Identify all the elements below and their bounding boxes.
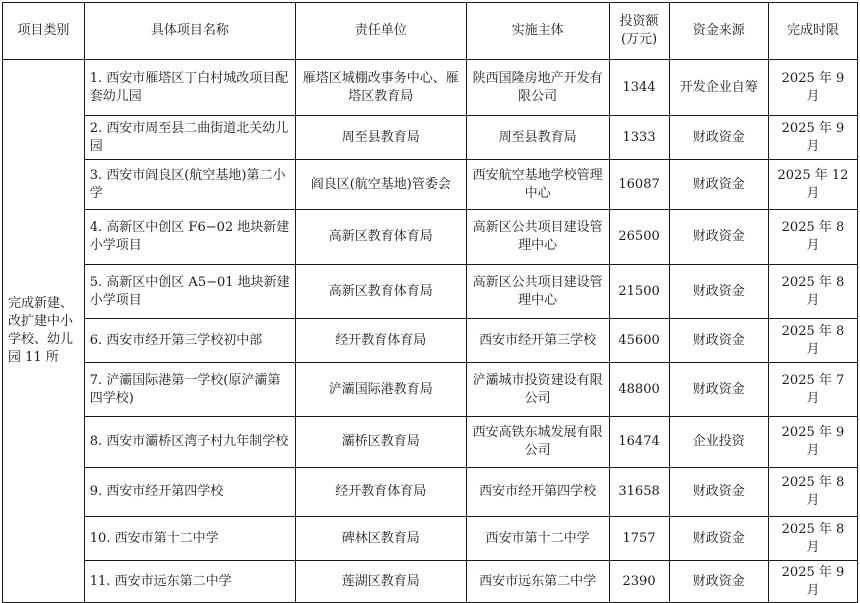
deadline-cell: 2025 年 8 月 — [768, 319, 857, 363]
funding-source-cell: 财政资金 — [669, 561, 768, 603]
table-row — [3, 417, 858, 468]
table-row — [3, 363, 858, 417]
deadline-cell: 2025 年 8 月 — [768, 468, 857, 517]
investment-cell: 2390 — [609, 561, 669, 603]
table-body — [3, 60, 858, 603]
responsible-unit-cell: 高新区教育体育局 — [295, 210, 466, 265]
investment-cell: 1757 — [609, 517, 669, 561]
responsible-unit-cell: 灞桥区教育局 — [295, 417, 466, 468]
responsible-unit-cell: 经开教育体育局 — [295, 319, 466, 363]
header-project-name: 具体项目名称 — [84, 3, 295, 60]
investment-cell: 16087 — [609, 160, 669, 210]
implementing-entity-cell: 高新区公共项目建设管理中心 — [466, 265, 609, 319]
investment-cell: 48800 — [609, 363, 669, 417]
project-name-cell: 2. 西安市周至县二曲街道北关幼儿园 — [84, 116, 295, 160]
header-investment-line2: (万元) — [620, 32, 658, 47]
project-name-cell: 6. 西安市经开第三学校初中部 — [84, 319, 295, 363]
project-name-cell: 7. 浐灞国际港第一学校(原浐灞第四学校) — [84, 363, 295, 417]
funding-source-cell: 财政资金 — [669, 319, 768, 363]
implementing-entity-cell: 周至县教育局 — [466, 116, 609, 160]
table-row — [3, 210, 858, 265]
project-name-cell: 10. 西安市第十二中学 — [84, 517, 295, 561]
funding-source-cell: 财政资金 — [669, 517, 768, 561]
responsible-unit-cell: 雁塔区城棚改事务中心、雁塔区教育局 — [295, 60, 466, 116]
investment-cell: 31658 — [609, 468, 669, 517]
responsible-unit-cell: 经开教育体育局 — [295, 468, 466, 517]
investment-cell: 16474 — [609, 417, 669, 468]
deadline-cell: 2025 年 9 月 — [768, 417, 857, 468]
deadline-cell: 2025 年 7 月 — [768, 363, 857, 417]
table-row — [3, 561, 858, 603]
funding-source-cell: 企业投资 — [669, 417, 768, 468]
funding-source-cell: 财政资金 — [669, 363, 768, 417]
funding-source-cell: 财政资金 — [669, 210, 768, 265]
project-name-cell: 4. 高新区中创区 F6−02 地块新建小学项目 — [84, 210, 295, 265]
header-row — [3, 3, 858, 60]
deadline-cell: 2025 年 9 月 — [768, 561, 857, 603]
implementing-entity-cell: 陕西国隆房地产开发有限公司 — [466, 60, 609, 116]
header-responsible-unit: 责任单位 — [295, 3, 466, 60]
implementing-entity-cell: 西安市经开第三学校 — [466, 319, 609, 363]
project-name-cell: 11. 西安市远东第二中学 — [84, 561, 295, 603]
deadline-cell: 2025 年 8 月 — [768, 210, 857, 265]
deadline-cell: 2025 年 9 月 — [768, 116, 857, 160]
funding-source-cell: 财政资金 — [669, 160, 768, 210]
implementing-entity-cell: 西安市第十二中学 — [466, 517, 609, 561]
implementing-entity-cell: 浐灞城市投资建设有限公司 — [466, 363, 609, 417]
header-funding-source: 资金来源 — [669, 3, 768, 60]
deadline-cell: 2025 年 9 月 — [768, 60, 857, 116]
table-row — [3, 517, 858, 561]
implementing-entity-cell: 高新区公共项目建设管理中心 — [466, 210, 609, 265]
table-row — [3, 160, 858, 210]
table-row — [3, 116, 858, 160]
header-investment-line1: 投资额 — [619, 14, 659, 29]
investment-cell: 26500 — [609, 210, 669, 265]
table-row — [3, 319, 858, 363]
investment-cell: 21500 — [609, 265, 669, 319]
responsible-unit-cell: 阎良区(航空基地)管委会 — [295, 160, 466, 210]
project-name-cell: 3. 西安市阎良区(航空基地)第二小学 — [84, 160, 295, 210]
header-deadline: 完成时限 — [768, 3, 857, 60]
table-row — [3, 60, 858, 116]
funding-source-cell: 开发企业自筹 — [669, 60, 768, 116]
funding-source-cell: 财政资金 — [669, 265, 768, 319]
header-implementing-entity: 实施主体 — [466, 3, 609, 60]
responsible-unit-cell: 周至县教育局 — [295, 116, 466, 160]
responsible-unit-cell: 莲湖区教育局 — [295, 561, 466, 603]
investment-cell: 1333 — [609, 116, 669, 160]
funding-source-cell: 财政资金 — [669, 116, 768, 160]
header-investment — [609, 3, 669, 60]
table-row — [3, 265, 858, 319]
investment-cell: 1344 — [609, 60, 669, 116]
implementing-entity-cell: 西安市远东第二中学 — [466, 561, 609, 603]
header-category: 项目类别 — [3, 3, 85, 60]
deadline-cell: 2025 年 8 月 — [768, 517, 857, 561]
implementing-entity-cell: 西安市经开第四学校 — [466, 468, 609, 517]
project-name-cell: 9. 西安市经开第四学校 — [84, 468, 295, 517]
projects-table — [2, 2, 858, 603]
project-name-cell: 1. 西安市雁塔区丁白村城改项目配套幼儿园 — [84, 60, 295, 116]
project-name-cell: 5. 高新区中创区 A5−01 地块新建小学项目 — [84, 265, 295, 319]
deadline-cell: 2025 年 8 月 — [768, 265, 857, 319]
responsible-unit-cell: 高新区教育体育局 — [295, 265, 466, 319]
project-name-cell: 8. 西安市灞桥区湾子村九年制学校 — [84, 417, 295, 468]
responsible-unit-cell: 浐灞国际港教育局 — [295, 363, 466, 417]
implementing-entity-cell: 西安航空基地学校管理中心 — [466, 160, 609, 210]
investment-cell: 45600 — [609, 319, 669, 363]
table-row — [3, 468, 858, 517]
responsible-unit-cell: 碑林区教育局 — [295, 517, 466, 561]
funding-source-cell: 财政资金 — [669, 468, 768, 517]
deadline-cell: 2025 年 12 月 — [768, 160, 857, 210]
category-cell: 完成新建、改扩建中小学校、幼儿园 11 所 — [3, 60, 85, 603]
implementing-entity-cell: 西安高铁东城发展有限公司 — [466, 417, 609, 468]
